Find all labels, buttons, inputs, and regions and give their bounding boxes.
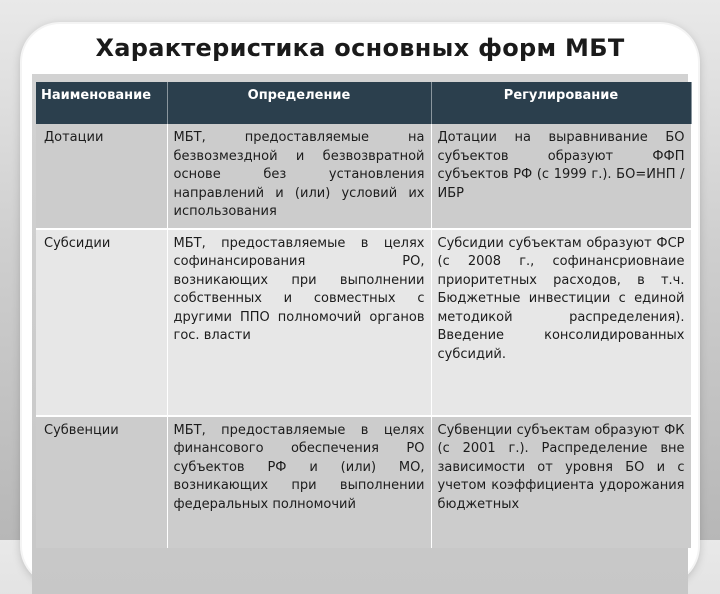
- cell-regulation: Субсидии субъектам образуют ФСР (с 2008 г., софинансриовнаие приоритетных расходов, в т.ч. Бюджетные инвестиции с единой методикой распределения). Введение консолидированных субсидий.: [431, 229, 691, 416]
- header-regulation: Регулирование: [431, 82, 691, 124]
- cell-regulation: Дотации на выравнивание БО субъектов образуют ФФП субъектов РФ (с 1999 г.). БО=ИНП / ИБР: [431, 124, 691, 229]
- cell-definition: МБТ, предоставляемые на безвозмездной и безвозвратной основе без установления направлений и (или) условий их использования: [167, 124, 431, 229]
- table-header-row: [36, 82, 691, 124]
- cell-regulation: Субвенции субъектам образуют ФК (с 2001 г.). Распределение вне зависимости от уровня БО и с учетом коэффициента удорожания бюджетных: [431, 416, 691, 548]
- table-row: [36, 229, 691, 416]
- slide-title: Характеристика основных форм МБТ: [95, 34, 625, 62]
- cell-name: Субсидии: [36, 229, 167, 416]
- cell-name: Дотации: [36, 124, 167, 229]
- header-definition: Определение: [167, 82, 431, 124]
- mbt-forms-table: [36, 82, 692, 548]
- table-row: [36, 416, 691, 548]
- cell-definition: МБТ, предоставляемые в целях финансового обеспечения РО субъектов РФ и (или) МО, возникающих при выполнении федеральных полномочий: [167, 416, 431, 548]
- header-name: Наименование: [36, 82, 167, 124]
- cell-name: Субвенции: [36, 416, 167, 548]
- table-row: [36, 124, 691, 229]
- cell-definition: МБТ, предоставляемые в целях софинансирования РО, возникающих при выполнении собственных и совместных с другими ППО полномочий органов гос. власти: [167, 229, 431, 416]
